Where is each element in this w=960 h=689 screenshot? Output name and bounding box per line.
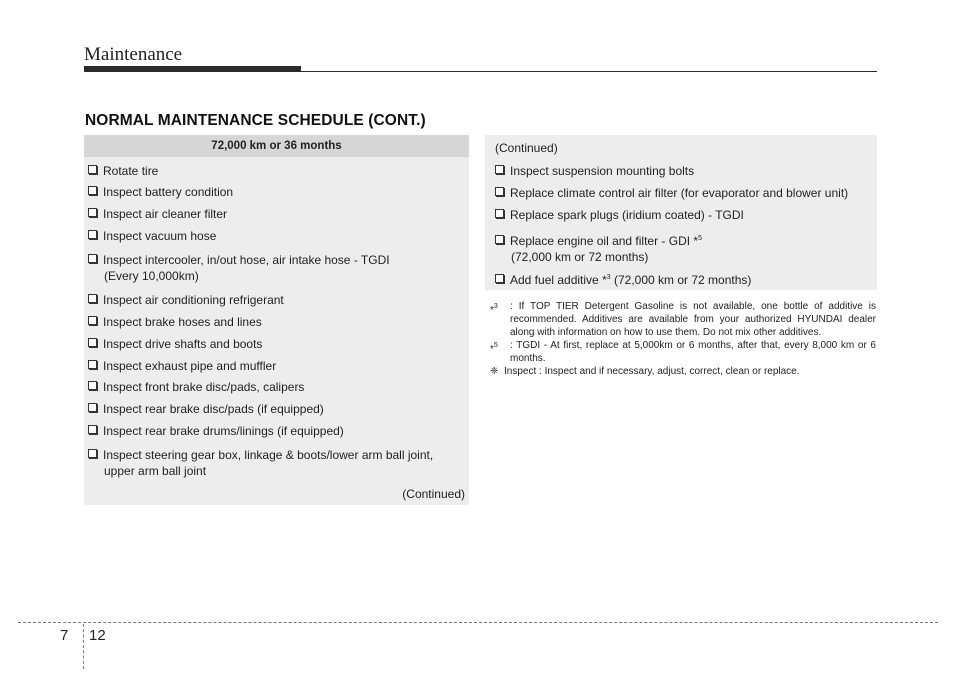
list-item: [88, 423, 344, 439]
list-item: [495, 185, 848, 201]
footnote-ref: 3: [606, 274, 611, 281]
item-label: Replace climate control air filter (for evaporator and blower unit): [510, 186, 849, 200]
checkbox-icon: [88, 403, 97, 412]
item-label: Rotate tire: [103, 164, 159, 178]
checkbox-icon: [88, 208, 97, 217]
item-label: Replace spark plugs (iridium coated) - TGDI: [510, 208, 744, 222]
item-label: Inspect vacuum hose: [103, 229, 217, 243]
list-item: [88, 163, 158, 179]
footnote-text: : TGDI - At first, replace at 5,000km or 6 months, after that, every 8,000 km or 6 months.: [510, 340, 876, 364]
footnotes: [490, 300, 876, 378]
checkbox-icon: [495, 209, 504, 218]
footnote-ref: 5: [698, 235, 703, 242]
checkbox-icon: [88, 449, 97, 458]
item-label: Replace engine oil and filter - GDI *: [510, 234, 699, 248]
note-mark-icon: ❈: [490, 366, 499, 377]
item-label: Inspect rear brake disc/pads (if equipped): [103, 402, 324, 416]
item-label: Inspect front brake disc/pads, calipers: [103, 380, 305, 394]
left-panel-heading: 72,000 km or 36 months: [84, 135, 469, 157]
item-label: Inspect rear brake drums/linings (if equipped): [103, 424, 344, 438]
footnote-3: [490, 300, 876, 339]
list-item: [88, 228, 216, 244]
list-item: [495, 270, 751, 288]
header-title: Maintenance: [84, 44, 183, 65]
item-sublabel: (Every 10,000km): [104, 269, 199, 283]
checkbox-icon: [495, 187, 504, 196]
item-label: Inspect intercooler, in/out hose, air intake hose - TGDI: [103, 253, 390, 267]
list-item: [88, 447, 433, 479]
footer-vertical-divider: [83, 624, 84, 669]
item-sublabel: upper arm ball joint: [104, 464, 207, 478]
list-item: [88, 358, 276, 374]
item-label: Add fuel additive *: [510, 273, 607, 287]
list-item: [88, 314, 262, 330]
section-heading: NORMAL MAINTENANCE SCHEDULE (CONT.): [85, 112, 426, 129]
list-item: [88, 336, 262, 352]
footnote-5: [490, 339, 876, 365]
checkbox-icon: [88, 425, 97, 434]
checkbox-icon: [88, 338, 97, 347]
list-item: [495, 231, 702, 265]
item-label: Inspect steering gear box, linkage & boots/lower arm ball joint,: [103, 448, 434, 462]
checkbox-icon: [88, 294, 97, 303]
item-label: Inspect brake hoses and lines: [103, 315, 262, 329]
continued-label: (Continued): [495, 141, 558, 155]
inspect-note: [490, 365, 876, 378]
item-sublabel: (72,000 km or 72 months): [511, 250, 649, 264]
checkbox-icon: [88, 230, 97, 239]
checkbox-icon: [88, 316, 97, 325]
list-item: [88, 401, 324, 417]
item-label: Inspect air cleaner filter: [103, 207, 228, 221]
continued-label: (Continued): [402, 487, 465, 501]
item-label: Inspect battery condition: [103, 185, 234, 199]
footnote-mark: *$^5$: [490, 342, 498, 355]
checkbox-icon: [88, 165, 97, 174]
footnote-text: : If TOP TIER Detergent Gasoline is not available, one bottle of additive is recommended. Additives are available from your authorized HYUNDAI dealer along with information on how to use them. Do not mix other additives.: [510, 301, 876, 338]
checkbox-icon: [495, 165, 504, 174]
list-item: [495, 163, 694, 179]
footnote-text: Inspect : Inspect and if necessary, adjust, correct, clean or replace.: [504, 366, 800, 377]
checkbox-icon: [495, 274, 504, 283]
checkbox-icon: [88, 186, 97, 195]
list-item: [88, 184, 233, 200]
item-label: Inspect exhaust pipe and muffler: [103, 359, 277, 373]
checkbox-icon: [495, 235, 504, 244]
item-label: Inspect air conditioning refrigerant: [103, 293, 284, 307]
list-item: [495, 207, 744, 223]
header-bar-thin: [301, 71, 877, 72]
right-schedule-panel: [485, 135, 877, 290]
list-item: [88, 379, 304, 395]
list-item: [88, 206, 227, 222]
footnote-mark: *$^3$: [490, 303, 498, 316]
checkbox-icon: [88, 360, 97, 369]
header-bar-thick: [84, 66, 301, 72]
checkbox-icon: [88, 254, 97, 263]
list-item: [88, 292, 284, 308]
page-number: 12: [89, 627, 106, 644]
checkbox-icon: [88, 381, 97, 390]
list-item: [88, 252, 390, 284]
footer-divider: [18, 622, 938, 623]
item-sublabel: (72,000 km or 72 months): [613, 273, 752, 287]
item-label: Inspect suspension mounting bolts: [510, 164, 695, 178]
item-label: Inspect drive shafts and boots: [103, 337, 263, 351]
chapter-number: 7: [60, 627, 69, 644]
